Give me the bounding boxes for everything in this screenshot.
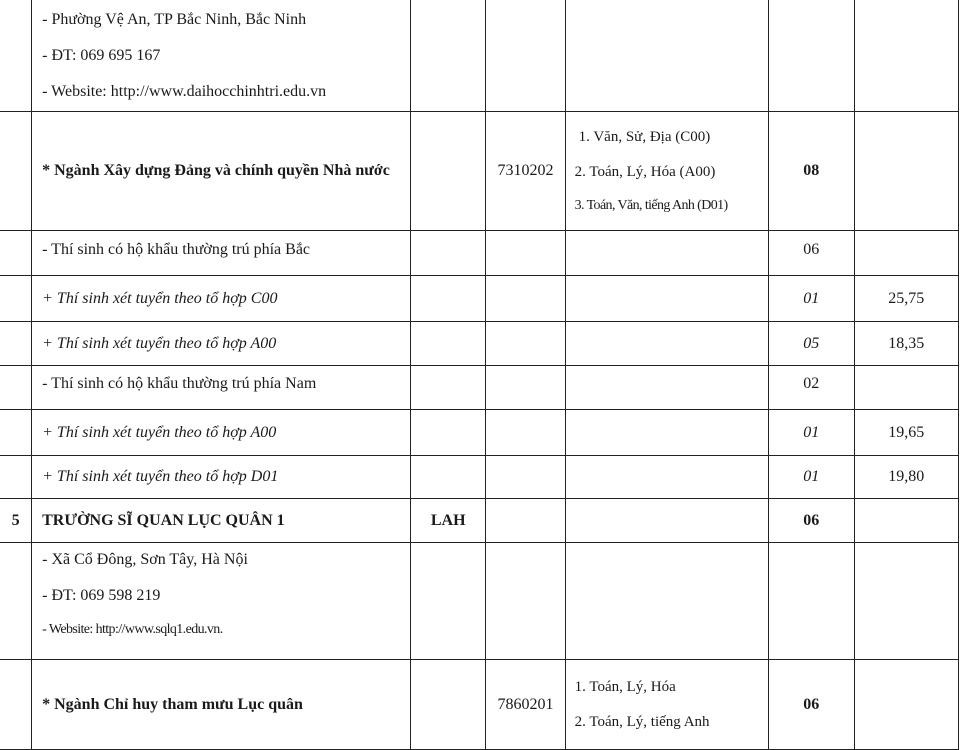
subgroup-label: + Thí sinh xét tuyển theo tổ hợp D01 <box>32 456 411 499</box>
combo-cell <box>565 276 768 322</box>
subgroup-label: + Thí sinh xét tuyển theo tổ hợp A00 <box>32 410 411 456</box>
stt-cell <box>0 322 32 366</box>
school-info-cell <box>32 543 411 660</box>
major-code-cell <box>486 231 565 276</box>
school-code-cell <box>410 543 486 660</box>
quota-cell <box>769 0 854 112</box>
table-row <box>0 543 959 660</box>
quota: 08 <box>769 112 854 231</box>
phone-text: - ĐT: 069 598 219 <box>42 587 161 605</box>
stt-cell <box>0 231 32 276</box>
major-code-cell <box>486 456 565 499</box>
score-cell <box>854 231 958 276</box>
school-code-cell <box>410 112 486 231</box>
score-cell <box>854 366 958 410</box>
combo-cell <box>565 456 768 499</box>
stt-cell <box>0 660 32 750</box>
combo-cell <box>565 322 768 366</box>
table-row <box>0 410 959 456</box>
quota: 05 <box>769 322 854 366</box>
stt-cell <box>0 112 32 231</box>
major-code-cell <box>486 276 565 322</box>
major-code-cell <box>486 543 565 660</box>
stt-cell <box>0 543 32 660</box>
combo-cell <box>565 543 768 660</box>
score-cell <box>854 0 958 112</box>
combo-cell <box>565 231 768 276</box>
address-text: - Phường Vệ An, TP Bắc Ninh, Bắc Ninh <box>42 10 307 28</box>
website-text: - Website: http://www.daihocchinhtri.edu.vn <box>42 83 327 101</box>
score: 19,80 <box>854 456 958 499</box>
stt: 5 <box>0 499 32 543</box>
major-name: * Ngành Xây dựng Đảng và chính quyền Nhà nước <box>32 112 411 231</box>
school-info-cell <box>32 0 411 112</box>
combo-cell <box>565 366 768 410</box>
school-name: TRƯỜNG SĨ QUAN LỤC QUÂN 1 <box>32 499 411 543</box>
combo-cell <box>565 660 768 750</box>
score: 19,65 <box>854 410 958 456</box>
stt-cell <box>0 0 32 112</box>
quota: 06 <box>769 231 854 276</box>
stt-cell <box>0 456 32 499</box>
school-code-cell <box>410 366 486 410</box>
school-code-cell <box>410 231 486 276</box>
stt-cell <box>0 276 32 322</box>
major-code: 7310202 <box>486 112 565 231</box>
score: 18,35 <box>854 322 958 366</box>
group-label: - Thí sinh có hộ khẩu thường trú phía Nam <box>32 366 411 410</box>
combo-item: 3. Toán, Văn, tiếng Anh (D01) <box>574 197 728 213</box>
score: 25,75 <box>854 276 958 322</box>
subgroup-label: + Thí sinh xét tuyển theo tổ hợp C00 <box>32 276 411 322</box>
major-code-cell <box>486 366 565 410</box>
table-row <box>0 0 959 112</box>
major-name: * Ngành Chỉ huy tham mưu Lục quân <box>32 660 411 750</box>
school-code-cell <box>410 660 486 750</box>
major-code-cell <box>486 0 565 112</box>
quota: 01 <box>769 276 854 322</box>
quota-cell <box>769 543 854 660</box>
combo-item: 1. Toán, Lý, Hóa <box>574 679 676 695</box>
website-text: - Website: http://www.sqlq1.edu.vn. <box>42 622 223 638</box>
major-code-cell <box>486 322 565 366</box>
table-row <box>0 456 959 499</box>
score-cell <box>854 543 958 660</box>
table-row <box>0 231 959 276</box>
score-cell <box>854 660 958 750</box>
major-code-cell <box>486 410 565 456</box>
stt-cell <box>0 366 32 410</box>
table-row <box>0 112 959 231</box>
combo-cell <box>565 0 768 112</box>
table-row <box>0 366 959 410</box>
quota: 02 <box>769 366 854 410</box>
table-row <box>0 499 959 543</box>
school-code-cell <box>410 456 486 499</box>
quota: 01 <box>769 410 854 456</box>
score-cell <box>854 112 958 231</box>
combo-item: 2. Toán, Lý, tiếng Anh <box>574 714 710 730</box>
stt-cell <box>0 410 32 456</box>
school-code-cell <box>410 322 486 366</box>
quota: 06 <box>769 499 854 543</box>
table-row <box>0 322 959 366</box>
combo-cell <box>565 410 768 456</box>
major-code-cell <box>486 499 565 543</box>
combo-item: 2. Toán, Lý, Hóa (A00) <box>574 163 716 180</box>
major-code: 7860201 <box>486 660 565 750</box>
school-code-cell <box>410 276 486 322</box>
combo-cell <box>565 499 768 543</box>
school-code: LAH <box>410 499 486 543</box>
combo-cell <box>565 112 768 231</box>
quota: 01 <box>769 456 854 499</box>
school-code-cell <box>410 0 486 112</box>
address-text: - Xã Cổ Đông, Sơn Tây, Hà Nội <box>42 551 248 568</box>
group-label: - Thí sinh có hộ khẩu thường trú phía Bắc <box>32 231 411 276</box>
combo-item: 1. Văn, Sử, Địa (C00) <box>578 128 711 145</box>
quota: 06 <box>769 660 854 750</box>
subgroup-label: + Thí sinh xét tuyển theo tổ hợp A00 <box>32 322 411 366</box>
school-code-cell <box>410 410 486 456</box>
score-cell <box>854 499 958 543</box>
phone-text: - ĐT: 069 695 167 <box>42 46 161 64</box>
table-row <box>0 660 959 750</box>
table-row <box>0 276 959 322</box>
